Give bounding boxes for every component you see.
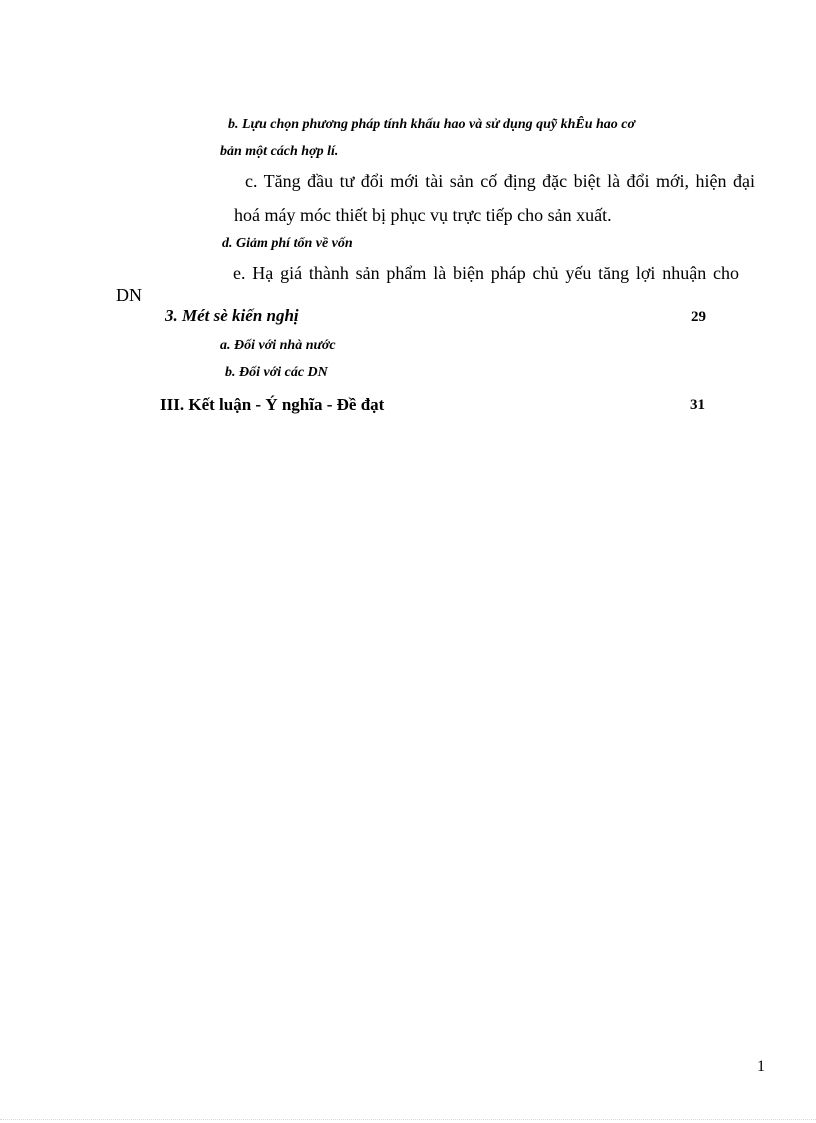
toc-entry-e: e. Hạ giá thành sản phẩm là biện pháp chủ yếu tăng lợi nhuận cho [233, 263, 739, 283]
toc-entry-b-continuation: bản một cách hợp lí. [220, 144, 339, 159]
toc-section-3-page-number: 29 [691, 309, 706, 325]
toc-entry-b: b. Lựu chọn phương pháp tính khấu hao và sử dụng quỹ khÊu hao cơ [228, 117, 636, 132]
toc-entry-c-continuation: hoá máy móc thiết bị phục vụ trực tiếp cho sản xuất. [234, 205, 612, 225]
toc-entry-c: c. Tăng đầu tư đổi mới tài sản cố địng đặc biệt là đổi mới, hiện đại [245, 171, 755, 191]
toc-section-3-title: 3. Mét sè kiến nghị [165, 306, 299, 325]
toc-entry-d: d. Giảm phí tổn về vốn [222, 236, 353, 251]
toc-entry-e-continuation: DN [116, 285, 142, 305]
toc-section-iii-page-number: 31 [690, 397, 705, 413]
page-bottom-divider [0, 1119, 816, 1120]
toc-section-iii-title: III. Kết luận - Ý nghĩa - Đề đạt [160, 395, 385, 414]
toc-section-3-item-a: a. Đối với nhà nước [220, 338, 336, 353]
toc-section-3-item-b: b. Đối với các DN [225, 365, 328, 380]
page-number: 1 [757, 1058, 765, 1075]
